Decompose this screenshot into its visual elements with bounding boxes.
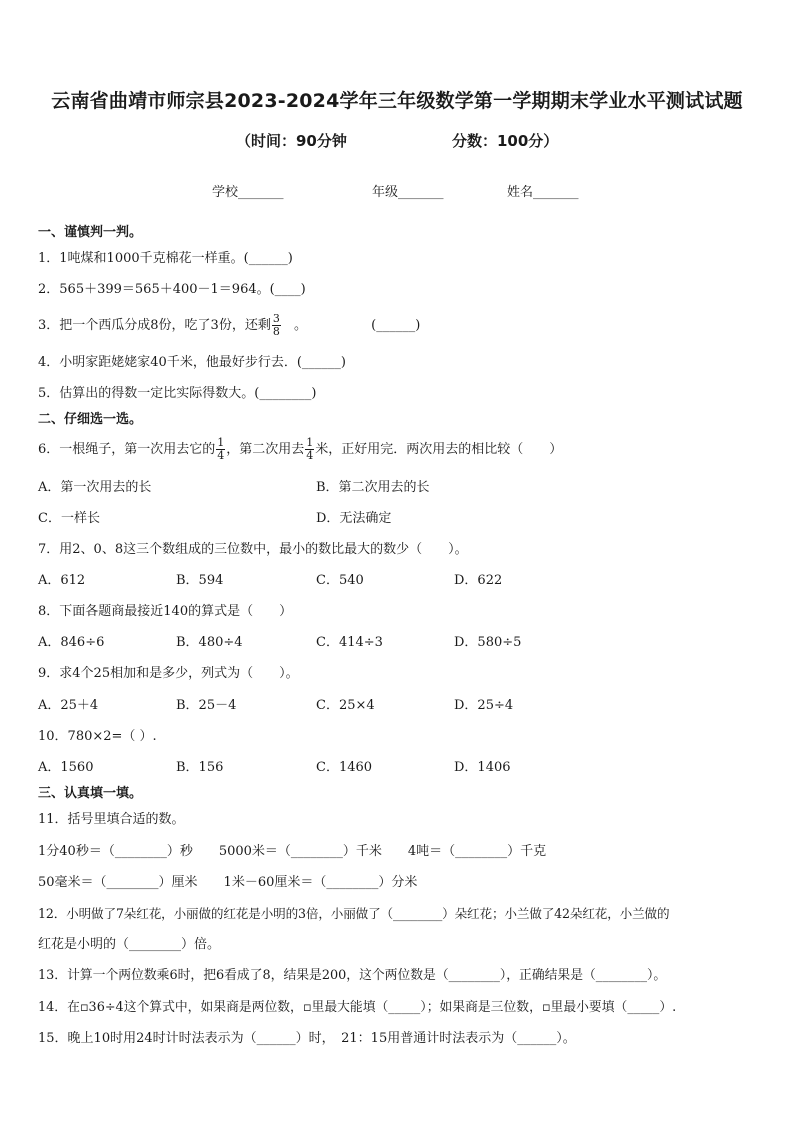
question-8-option-b: B．480÷4 [176, 635, 243, 650]
question-9-option-a: A．25＋4 [38, 698, 99, 713]
question-4: 4．小明家距姥姥家40千米，他最好步行去．(______) [38, 355, 346, 370]
question-7-option-b: B．594 [176, 573, 224, 588]
question-8-option-c: C．414÷3 [316, 635, 383, 650]
question-9-option-d: D．25÷4 [454, 698, 514, 713]
section-heading-judge: 一、谨慎判一判。 [38, 225, 143, 240]
question-11-line-2: 50毫米＝（________）厘米 1米－60厘米＝（________）分米 [38, 875, 418, 890]
question-2: 2．565＋399＝565＋400－1＝964。(____) [38, 282, 306, 297]
question-5: 5．估算出的得数一定比实际得数大。(________) [38, 386, 317, 401]
question-7: 7．用2、0、8这三个数组成的三位数中，最小的数比最大的数少（ ）。 [38, 542, 468, 557]
name-field: 姓名_______ [507, 185, 579, 200]
exam-score: 分数：100分） [452, 132, 559, 150]
fraction-three-eighths: $\frac{3}{8}$ [272, 312, 280, 338]
question-9-option-c: C．25×4 [316, 698, 375, 713]
question-9: 9．求4个25相加和是多少，列式为（ ）。 [38, 666, 299, 681]
grade-field: 年级_______ [372, 185, 444, 200]
fraction-one-quarter-meter: $\frac{1}{4}$ [306, 436, 314, 462]
question-13: 13．计算一个两位数乘6时，把6看成了8，结果是200，这个两位数是（________），正确结果是（________）。 [38, 968, 667, 983]
question-10-option-a: A．1560 [38, 760, 94, 775]
question-14: 14．在▫36÷4这个算式中，如果商是两位数，▫里最大能填（_____）；如果商是三位数，▫里最小要填（_____）. [38, 1000, 677, 1015]
question-3-blank: (______) [371, 318, 421, 333]
question-12-line-1: 12．小明做了7朵红花，小丽做的红花是小明的3倍，小丽做了（________）朵红花；小兰做了42朵红花，小兰做的 [38, 906, 670, 921]
question-3-period: 。 [293, 318, 307, 333]
question-6: 6．一根绳子，第一次用去它的 $\frac{1}{4}$ ，第二次用去 $\frac{1}{4}$ 米，正好用完．两次用去的相比较（ ） [38, 436, 563, 462]
question-10-option-b: B．156 [176, 760, 224, 775]
question-3 [38, 313, 420, 338]
question-10-option-c: C．1460 [316, 760, 373, 775]
question-7-option-a: A．612 [38, 573, 86, 588]
section-heading-fill: 三、认真填一填。 [38, 786, 143, 801]
section-heading-choose: 二、仔细选一选。 [38, 412, 143, 427]
question-8-option-a: A．846÷6 [38, 635, 105, 650]
question-6-option-a: A．第一次用去的长 [38, 480, 152, 495]
question-7-option-d: D．622 [454, 573, 503, 588]
question-6-option-d: D．无法确定 [316, 511, 392, 526]
question-6-option-c: C．一样长 [38, 511, 100, 526]
question-3-text: 3．把一个西瓜分成8份，吃了3份，还剩 [38, 318, 271, 333]
question-8: 8．下面各题商最接近140的算式是（ ） [38, 604, 293, 619]
question-10: 10．780×2=（ ）. [38, 729, 157, 744]
question-11: 11．括号里填合适的数。 [38, 812, 185, 827]
page-title: 云南省曲靖市师宗县2023-2024学年三年级数学第一学期期末学业水平测试试题 [51, 90, 743, 112]
question-9-option-b: B．25－4 [176, 698, 237, 713]
fraction-one-quarter: $\frac{1}{4}$ [217, 436, 225, 462]
question-8-option-d: D．580÷5 [454, 635, 522, 650]
school-field: 学校_______ [212, 185, 284, 200]
exam-time: （时间：90分钟 [236, 132, 347, 150]
question-10-option-d: D．1406 [454, 760, 511, 775]
question-12-line-2: 红花是小明的（________）倍。 [38, 937, 221, 952]
question-11-line-1: 1分40秒＝（________）秒 5000米＝（________）千米 4吨＝（________）千克 [38, 844, 547, 859]
question-15: 15．晚上10时用24时计时法表示为（______）时， 21：15用普通计时法表示为（______）。 [38, 1031, 576, 1046]
question-6-option-b: B．第二次用去的长 [316, 480, 430, 495]
question-7-option-c: C．540 [316, 573, 364, 588]
question-1: 1．1吨煤和1000千克棉花一样重。(______) [38, 251, 293, 266]
